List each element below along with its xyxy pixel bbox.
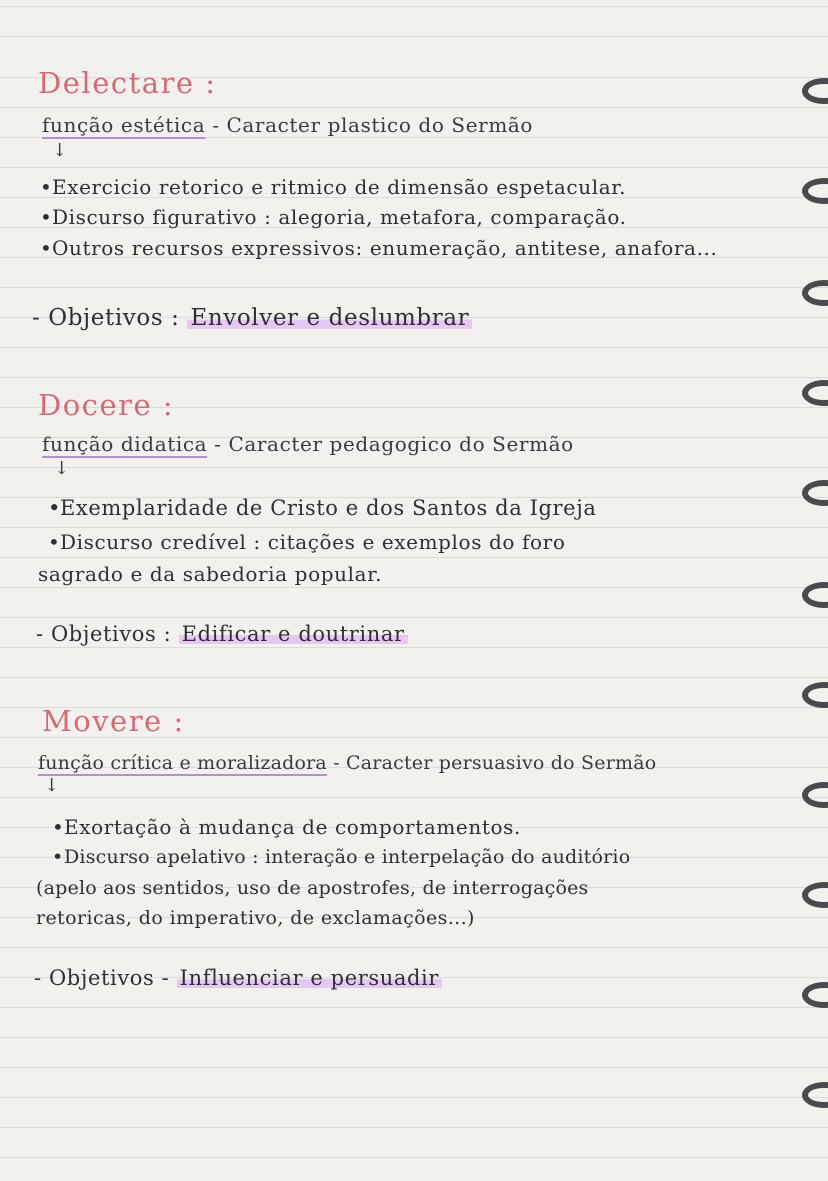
- function-label: função crítica e moralizadora: [38, 752, 327, 774]
- section-title-docere: Docere :: [38, 388, 175, 422]
- binder-ring: [802, 178, 828, 204]
- bullet-item: •Exemplaridade de Cristo e dos Santos da Igreja: [48, 496, 597, 520]
- bullet-item: •Discurso figurativo : alegoria, metafora, comparação.: [40, 205, 627, 229]
- bullet-item: •Exortação à mudança de comportamentos.: [52, 815, 521, 839]
- objectives-line: [32, 305, 472, 331]
- binder-ring: [802, 280, 828, 306]
- bullet-item: •Outros recursos expressivos: enumeração, antitese, anafora...: [40, 236, 718, 260]
- function-line-docere: [42, 432, 574, 456]
- function-label: função didatica: [42, 432, 208, 456]
- binder-ring: [802, 882, 828, 908]
- bullet-text: Exercicio retorico e ritmico de dimensão espetacular.: [52, 175, 627, 199]
- bullet-continuation: retoricas, do imperativo, de exclamações...): [36, 907, 475, 929]
- function-line-delectare: [42, 113, 533, 137]
- bullet-text: Outros recursos expressivos: enumeração, antitese, anafora...: [52, 236, 718, 260]
- binder-ring: [802, 982, 828, 1008]
- bullet-text: Discurso apelativo : interação e interpelação do auditório: [64, 846, 631, 868]
- objectives-label: - Objetivos -: [34, 966, 170, 990]
- bullet-text: Exemplaridade de Cristo e dos Santos da Igreja: [60, 496, 597, 520]
- bullet-continuation: (apelo aos sentidos, uso de apostrofes, de interrogações: [36, 877, 589, 899]
- binder-ring: [802, 682, 828, 708]
- function-description: - Caracter persuasivo do Sermão: [333, 752, 657, 774]
- objectives-line: [36, 622, 408, 646]
- function-description: - Caracter plastico do Sermão: [212, 113, 534, 137]
- objectives-value: Envolver e deslumbrar: [187, 305, 472, 331]
- objectives-label: - Objetivos :: [32, 305, 180, 331]
- function-label: função estética: [42, 113, 206, 137]
- objectives-label: - Objetivos :: [36, 622, 172, 646]
- binder-ring: [802, 78, 828, 104]
- down-arrow-icon: ↓: [52, 140, 68, 161]
- objectives-value: Edificar e doutrinar: [179, 622, 408, 646]
- binder-ring: [802, 782, 828, 808]
- bullet-item: •Exercicio retorico e ritmico de dimensão espetacular.: [40, 175, 627, 199]
- objectives-value: Influenciar e persuadir: [177, 966, 442, 990]
- binder-ring: [802, 582, 828, 608]
- bullet-text: Discurso credível : citações e exemplos do foro: [60, 530, 566, 554]
- objectives-line: [34, 966, 442, 990]
- bullet-item: •Discurso apelativo : interação e interpelação do auditório: [52, 846, 631, 868]
- function-line-movere: [38, 752, 656, 774]
- binder-ring: [802, 1082, 828, 1108]
- bullet-text: Discurso figurativo : alegoria, metafora, comparação.: [52, 205, 627, 229]
- down-arrow-icon: ↓: [54, 458, 70, 479]
- section-title-movere: Movere :: [42, 704, 185, 738]
- binder-ring: [802, 380, 828, 406]
- section-title-delectare: Delectare :: [38, 66, 217, 100]
- bullet-continuation: sagrado e da sabedoria popular.: [38, 562, 383, 586]
- function-description: - Caracter pedagogico do Sermão: [214, 432, 574, 456]
- binder-ring: [802, 480, 828, 506]
- down-arrow-icon: ↓: [44, 775, 60, 796]
- bullet-item: •Discurso credível : citações e exemplos do foro: [48, 530, 566, 554]
- bullet-text: Exortação à mudança de comportamentos.: [64, 815, 521, 839]
